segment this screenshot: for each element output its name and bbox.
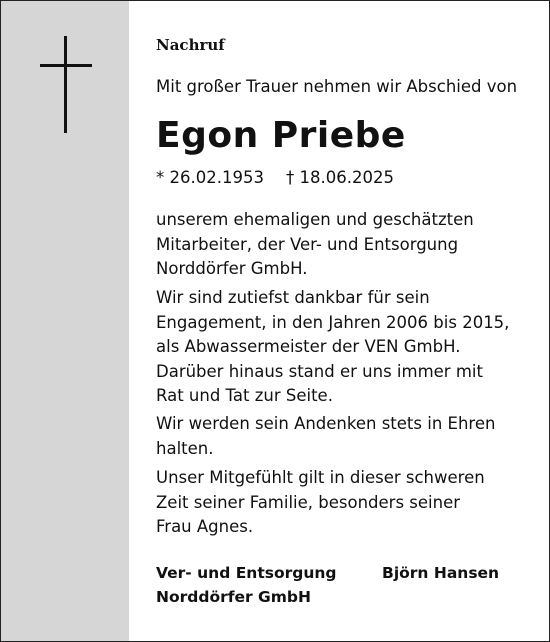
signature-org-line: Norddörfer GmbH [156, 588, 311, 606]
paragraph-line: Frau Agnes. [156, 517, 254, 536]
paragraph-memory [156, 412, 495, 461]
paragraph-line: Zeit seiner Familie, besonders seiner [156, 492, 461, 512]
signature-organization [156, 561, 337, 609]
signature-person-name: Björn Hansen [382, 564, 500, 582]
paragraph-line: Wir werden sein Andenken stets in Ehren [156, 414, 496, 433]
paragraph-line: Darüber hinaus stand er uns immer mit [156, 361, 483, 381]
death-date: † 18.06.2025 [285, 168, 394, 187]
paragraph-condolence [156, 466, 485, 540]
signature-org-line: Ver- und Entsorgung [156, 564, 337, 582]
notice-heading: Nachruf [156, 36, 225, 54]
paragraph-line: Rat und Tat zur Seite. [156, 386, 333, 405]
paragraph-line: unserem ehemaligen und geschätzten [156, 210, 474, 229]
paragraph-employment [156, 208, 474, 282]
deceased-name: Egon Priebe [156, 115, 406, 156]
paragraph-gratitude [156, 286, 509, 409]
paragraph-line: Wir sind zutiefst dankbar für sein [156, 288, 430, 307]
sidebar-panel [1, 1, 129, 641]
paragraph-line: Norddörfer GmbH. [156, 259, 308, 278]
birth-date: * 26.02.1953 [156, 168, 264, 187]
paragraph-line: Unser Mitgefühlt gilt in dieser schweren [156, 468, 485, 487]
paragraph-line: halten. [156, 438, 214, 458]
life-dates [156, 168, 394, 187]
paragraph-line: als Abwassermeister der VEN GmbH. [156, 337, 461, 356]
cross-icon-vertical-bar [64, 36, 67, 133]
intro-text: Mit großer Trauer nehmen wir Abschied von [156, 77, 518, 96]
cross-icon-horizontal-bar [40, 64, 92, 67]
signature-person [382, 561, 499, 585]
paragraph-line: Mitarbeiter, der Ver- und Entsorgung [156, 234, 459, 254]
paragraph-line: Engagement, in den Jahren 2006 bis 2015, [156, 312, 510, 332]
